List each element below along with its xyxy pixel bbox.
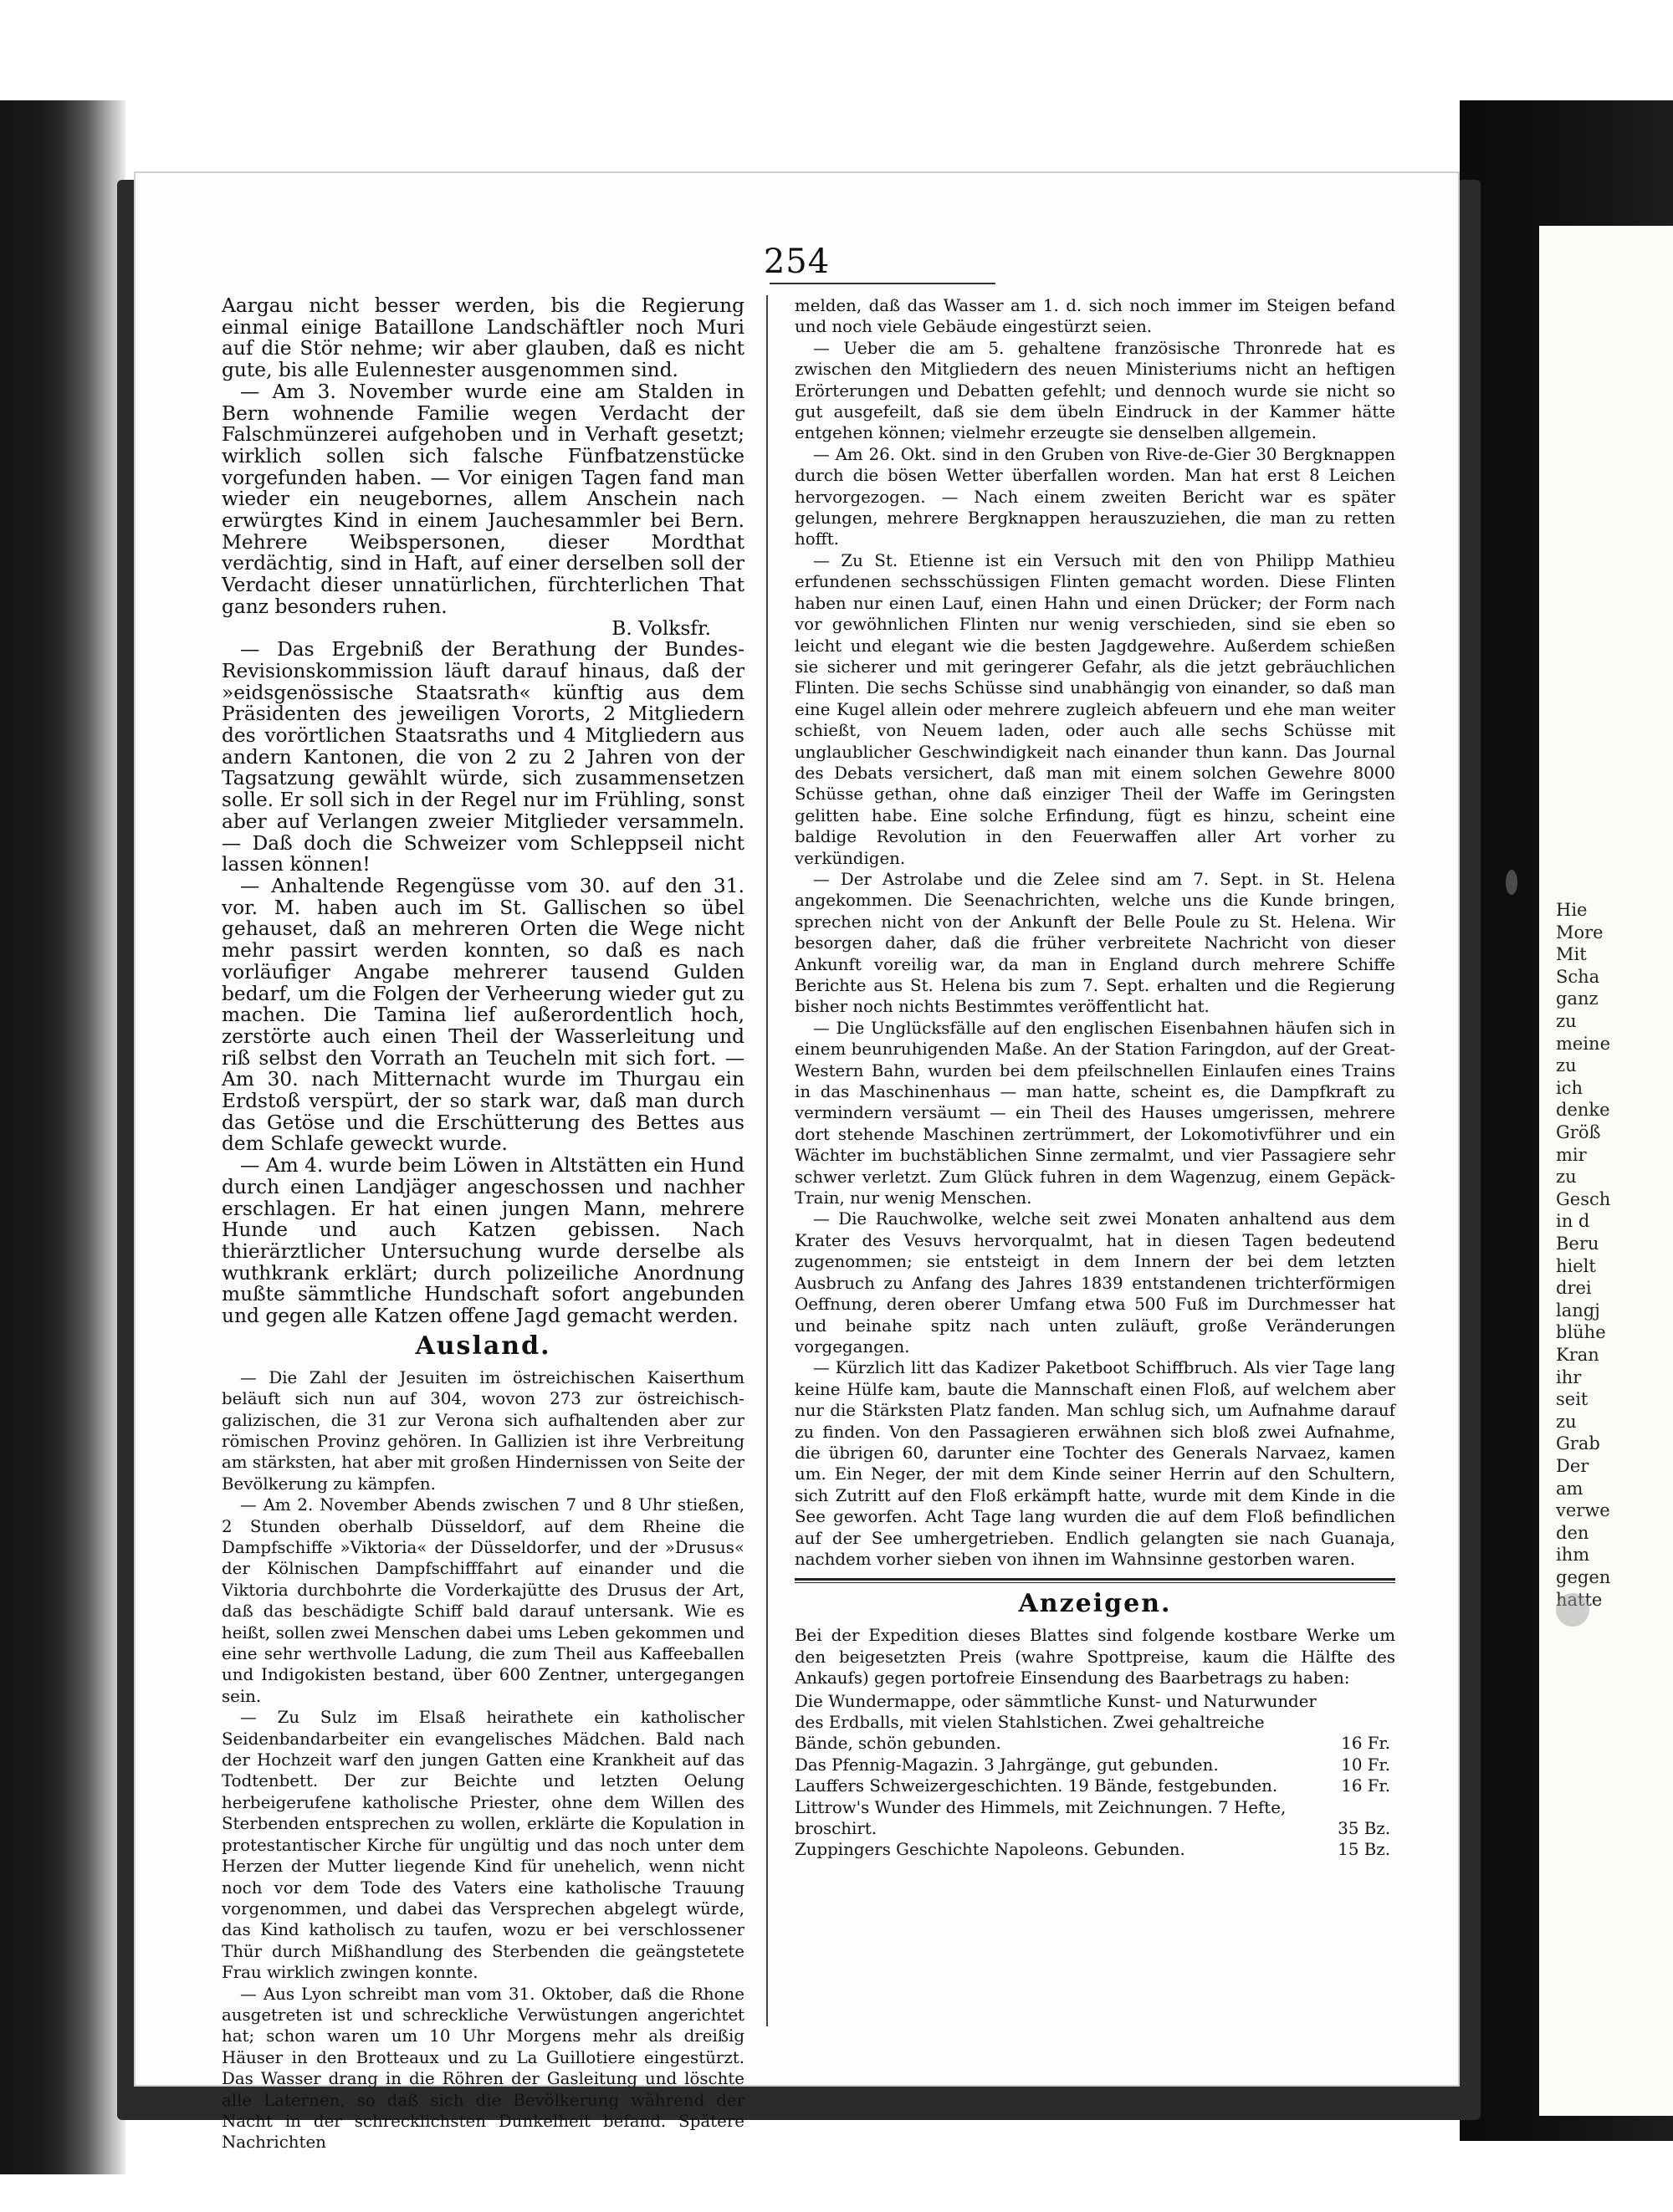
anzeige-price: 16 Fr. [1341,1734,1390,1754]
adjacent-page-text: Grab [1556,1433,1600,1454]
adjacent-page-text: langj [1556,1300,1600,1321]
adjacent-page-text: zu [1556,1411,1577,1432]
paper-blemish [1556,1593,1589,1627]
article-paragraph: — Das Ergebniß der Berathung der Bundes-Revisionskommission läuft darauf hinaus, daß der »eidsgenössische Staatsrath« künftig aus dem Präsidenten des jeweiligen Vororts, 2 Mitgliedern des vorörtlichen Staatsraths und 4 Mitgliedern aus andern Kantonen, die von 2 zu 2 Jahren von der Tagsatzung gewählt würde, sich zusammensetzen solle. Er soll sich in der Regel nur im Frühling, sonst aber auf Verlangen zweier Mitglieder versammeln. — Daß doch die Schweizer vom Schleppseil nicht lassen können! [222,638,744,876]
anzeigen-list [795,1691,1395,1861]
article-paragraph: — Kürzlich litt das Kadizer Paketboot Schiffbruch. Als vier Tage lang keine Hülfe kam, baute die Mannschaft einen Floß, auf welchem aber nur die Stärksten Platz fanden. Man schlug sich, um Aufnahme darauf zu finden. Von den Passagieren erwähnen sich bloß zwei Aufnahme, die übrigen 60, darunter eine Tochter des Generals Narvaez, kamen um. Ein Neger, der mit dem Kinde seiner Herrin auf den Schultern, sich Zutritt auf den Floß erkämpft hatte, wurde mit dem Kinde in die See geworfen. Acht Tage lang wurden die auf dem Floß befindlichen auf der See umhergetrieben. Endlich gelangten sie nach Guanaja, nachdem vorher sieben von ihnen im Wahnsinne gestorben waren. [795,1358,1395,1569]
adjacent-page-fragment [1539,226,1673,2116]
adjacent-page-text: blühe [1556,1322,1606,1343]
article-paragraph: — Ueber die am 5. gehaltene französische Thronrede hat es zwischen den Mitgliedern des neuen Ministeriums nicht an heftigen Erörterungen und Debatten gefehlt; und dennoch wurde sie nicht so gut ausgefeilt, daß sie dem übeln Eindruck in der Kammer hätte entgehen können; vielmehr erzeugte sie denselben allgemein. [795,338,1395,443]
anzeige-title: Die Wundermappe, oder sämmtliche Kunst- und Naturwunder des Erdballs, mit vielen Stahlstichen. Zwei gehaltreiche Bände, schön gebunden. [795,1691,1317,1754]
adjacent-page-text: hatte [1556,1589,1603,1610]
adjacent-page-text: zu [1556,1011,1577,1031]
anzeige-title: Lauffers Schweizergeschichten. 19 Bände, festgebunden. [795,1776,1278,1796]
article-paragraph: — Aus Lyon schreibt man vom 31. Oktober, daß die Rhone ausgetreten ist und schreckliche Verwüstungen angerichtet hat; schon waren um 10 Uhr Morgens mehr als dreißig Häuser in den Brotteaux und zu La Guillotiere eingestürzt. Das Wasser drang in die Röhren der Gasleitung und löschte alle Laternen, so daß sich die Bevölkerung während der Nacht in der schrecklichsten Dunkelheit befand. Spätere Nachrichten [222,1984,744,2153]
article-paragraph: — Am 26. Okt. sind in den Gruben von Rive-de-Gier 30 Bergknappen durch die bösen Wetter überfallen worden. Man hat erst 8 Leichen hervorgezogen. — Nach einem zweiten Bericht war es später gelungen, mehrere Bergknappen herauszuziehen, die man zu retten hofft. [795,444,1395,549]
anzeige-price: 35 Bz. [1338,1819,1390,1839]
anzeige-title: Littrow's Wunder des Himmels, mit Zeichnungen. 7 Hefte, broschirt. [795,1797,1287,1839]
adjacent-page-text: den [1556,1522,1589,1543]
adjacent-page-text: Beru [1556,1234,1599,1254]
anzeige-item [795,1797,1395,1840]
article-paragraph: — Zu Sulz im Elsaß heirathete ein katholischer Seidenbandarbeiter ein evangelisches Mädchen. Bald nach der Hochzeit warf den jungen Gatten eine Krankheit auf das Todtenbett. Der zur Beichte und letzten Oelung herbeigerufene katholische Priester, ohne dem Willen des Sterbenden entsprechen zu wollen, erklärte die Kopulation in protestantischer Kirche für ungültig und das noch unter dem Herzen der Mutter liegende Kind für unehelich, wenn nicht noch vor dem Tode des Vaters eine katholische Trauung vorgenommen, und dabei das Versprechen abgelegt würde, das Kind katholisch zu taufen, wozu er bei verschlossener Thür durch Mißhandlung des Sterbenden die geängstetete Frau wirklich zwingen konnte. [222,1708,744,1983]
article-paragraph: — Die Rauchwolke, welche seit zwei Monaten anhaltend aus dem Krater des Vesuvs hervorqualmt, hat in diesen Tagen bedeutend zugenommen; sie entsteigt in dem Innern der bei dem letzten Ausbruch zu Anfang des Jahres 1839 entstandenen trichterförmigen Oeffnung, deren oberer Umfang etwa 500 Fuß im Durchmesser hat und beinahe spitz nach unten zuläuft, große Veränderungen vorgegangen. [795,1209,1395,1356]
anzeige-price: 16 Fr. [1341,1776,1390,1796]
article-paragraph: — Die Unglücksfälle auf den englischen Eisenbahnen häufen sich in einem beunruhigenden Maße. An der Station Faringdon, auf der Great-Western Bahn, wurden bei dem pfeilschnellen Einlaufen eines Trains in das Maschinenhaus — man hatte, scheint es, die Dampfkraft zu vermindern versäumt — ein Theil des Hauses umgerissen, mehrere dort stehende Maschinen zertrümmert, der Lokomotivführer und ein Wächter im buchstäblichen Sinne zermalmt, und vier Passagiere sehr schwer verletzt. Zum Glück fuhren in dem Wagenzug, einem Gepäck-Train, nur wenig Menschen. [795,1018,1395,1208]
article-paragraph: — Die Zahl der Jesuiten im östreichischen Kaiserthum beläuft sich nun auf 304, wovon 273 zur östreichisch-galizischen, die 31 zur Verona sich aufhaltenden aber zur römischen Provinz gehören. In Gallizien ist ihre Verbreitung am stärksten, hat aber mit großen Hindernissen von Seite der Bevölkerung zu kämpfen. [222,1367,744,1494]
adjacent-page-text: denke [1556,1100,1610,1121]
page-number-rule [770,283,995,284]
anzeige-item [795,1775,1395,1796]
adjacent-page-text: hielt [1556,1255,1596,1276]
anzeige-item [795,1839,1395,1860]
adjacent-page-text: Mit [1556,944,1587,965]
adjacent-page-text: ihm [1556,1545,1590,1566]
anzeige-price: 10 Fr. [1341,1755,1390,1775]
right-column [795,295,1395,2028]
adjacent-page-text: More [1556,922,1604,943]
article-paragraph: — Zu St. Etienne ist ein Versuch mit den von Philipp Mathieu erfundenen sechsschüssigen Flinten gemacht worden. Diese Flinten haben nur einen Lauf, einen Hahn und einen Drücker; der Form nach vor gewöhnlichen Flinten nur wenig verschieden, sind sie eben so leicht und elegant wie die besten Jagdgewehre. Außerdem schießen sie sicherer und mit geringerer Gefahr, als die jetzt gebräuchlichen Flinten. Die sechs Schüsse sind unabhängig von einander, so daß man eine Kugel allein oder mehrere zugleich abfeuern und ehe man weiter schießt, von Neuem laden, oder auch alle sechs Schüsse mit unglaublicher Geschwindigkeit nach einander thun kann. Das Journal des Debats versichert, daß man mit einem solchen Gewehre 8000 Schüsse gethan, ohne daß einziger Theil der Waffe im Geringsten gelitten habe. Eine solche Erfindung, fügt es hinzu, scheint eine baldige Revolution in den Feuerwaffen aller Art vorher zu verkündigen. [795,550,1395,868]
anzeige-price: 15 Bz. [1338,1840,1390,1860]
article-paragraph: — Am 2. November Abends zwischen 7 und 8 Uhr stießen, 2 Stunden oberhalb Düsseldorf, auf dem Rheine die Dampfschiffe »Viktoria« der Düsseldorfer, und der »Drusus« der Kölnischen Dampfschifffahrt auf einander und die Viktoria durchbohrte die Vorderkajütte des Drusus der Art, daß das beschädigte Schiff bald darauf untersank. Wie es heißt, sollen zwei Menschen dabei ums Leben gekommen und eine sehr werthvolle Ladung, die zum Theil aus Kaffeeballen und Indigokisten bestand, über 600 Zentner, untergegangen sein. [222,1495,744,1706]
adjacent-page-text: gegen [1556,1567,1611,1587]
adjacent-page-text: Größ [1556,1122,1601,1142]
adjacent-page-text: drei [1556,1278,1592,1299]
anzeigen-intro: Bei der Expedition dieses Blattes sind folgende kostbare Werke um den beigesetzten Preis (wahre Spottpreise, kaum die Hälfte des Ankaufs) gegen portofreie Einsendung des Baarbetrags zu haben: [795,1626,1395,1688]
adjacent-page-text: ganz [1556,989,1599,1009]
paper-blemish [1506,870,1517,895]
adjacent-page-text: meine [1556,1033,1611,1054]
column-divider [766,295,768,2026]
adjacent-page-text: mir [1556,1144,1587,1165]
section-rule-thin [795,1582,1395,1583]
article-paragraph: melden, daß das Wasser am 1. d. sich noch immer im Steigen befand und noch viele Gebäude eingestürzt seien. [795,296,1395,337]
adjacent-page-text: in d [1556,1211,1590,1232]
adjacent-page-text: Hie [1556,900,1588,920]
adjacent-page-text: Kran [1556,1345,1599,1365]
adjacent-page-text: Scha [1556,966,1600,987]
article-paragraph: — Der Astrolabe und die Zelee sind am 7. Sept. in St. Helena angekommen. Die Seenachrichten, welche uns die Kunde bringen, sprechen nicht von der Ankunft der Belle Poule zu St. Helena. Wir besorgen daher, daß die früher verbreitete Nachricht von dieser Ankunft voreilig war, da man in England durch mehrere Schiffe Berichte aus St. Helena bis zum 7. Sept. erhalten und die Regierung bisher noch nichts Bestimmtes veröffentlicht hat. [795,869,1395,1017]
anzeige-item [795,1691,1395,1755]
article-paragraph: Aargau nicht besser werden, bis die Regierung einmal einige Bataillone Landschäftler noch Muri auf die Stör nehme; wir aber glauben, daß es nicht gute, bis alle Eulennester ausgenommen sind. [222,294,744,382]
adjacent-page-text: zu [1556,1167,1577,1188]
article-paragraph: — Anhaltende Regengüsse vom 30. auf den 31. vor. M. haben auch im St. Gallischen so übel gehauset, daß an mehreren Orten die Wege nicht mehr passirt werden konnten, so daß es nach vorläufiger Angabe mehrerer tausend Gulden bedarf, um die Folgen der Verheerung wieder gut zu machen. Die Tamina lief außerordentlich hoch, zerstörte auch einen Theil der Wasserleitung und riß selbst den Vorrath an Teucheln mit sich fort. — Am 30. nach Mitternacht wurde im Thurgau ein Erdstoß verspürt, der so stark war, daß man durch das Getöse und die Erschütterung des Bettes aus dem Schlafe geweckt wurde. [222,874,744,1156]
adjacent-page-text: seit [1556,1389,1589,1410]
adjacent-page-text: verwe [1556,1500,1610,1521]
section-heading-anzeigen: Anzeigen. [1018,1589,1172,1619]
article-paragraph: — Am 3. November wurde eine am Stalden in Bern wohnende Familie wegen Verdacht der Falschmünzerei aufgehoben und in Verhaft gesetzt; wirklich sollen sich falsche Fünfbatzenstücke vorgefunden haben. — Vor einigen Tagen fand man wieder ein neugebornes, allem Anschein nach erwürgtes Kind in einem Jauchesammler bei Bern. Mehrere Weibspersonen, dieser Mordthat verdächtig, sind in Haft, auf einer derselben soll der Verdacht dieser unnatürlichen, fürchterlichen That ganz besonders ruhen. B. Volksfr. [222,380,744,640]
adjacent-page-text: ihr [1556,1367,1582,1387]
adjacent-page-text: Der [1556,1456,1589,1476]
anzeige-item [795,1755,1395,1775]
adjacent-page-text: am [1556,1478,1583,1499]
section-heading-ausland: Ausland. [415,1331,551,1361]
adjacent-page-text: zu [1556,1055,1577,1076]
article-paragraph: — Am 4. wurde beim Löwen in Altstätten ein Hund durch einen Landjäger angeschossen und nachher erschlagen. Er hat einen jungen Mann, mehrere Hunde und auch Katzen gebissen. Nach thierärztlicher Untersuchung wurde derselbe als wuthkrank erklärt; durch polizeiliche Anordnung mußte sämmtliche Hundschaft sofort angebunden und gegen alle Katzen offene Jagd gemacht werden. [222,1154,744,1328]
ausland-section [222,1367,744,2153]
anzeige-title: Zuppingers Geschichte Napoleons. Gebunden. [795,1840,1185,1860]
scan-top-margin [0,0,1673,100]
book-binding-edge [0,100,125,2174]
page-number: 254 [763,243,831,281]
newspaper-page [134,171,1460,2153]
source-signature: B. Volksfr. [611,616,711,640]
anzeige-title: Das Pfennig-Magazin. 3 Jahrgänge, gut gebunden. [795,1755,1219,1775]
section-rule [795,1578,1395,1581]
adjacent-page-text: Gesch [1556,1188,1611,1209]
left-column [222,294,744,2153]
adjacent-page-text: ich [1556,1077,1583,1098]
